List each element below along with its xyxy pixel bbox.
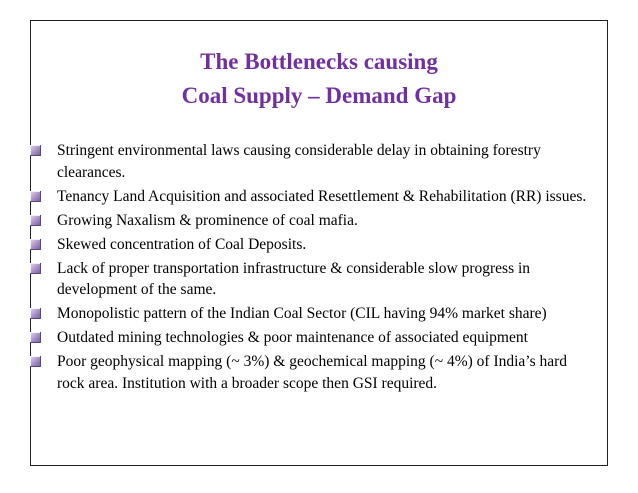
- bullet-square-icon: [30, 308, 41, 319]
- bullet-item: [30, 210, 590, 232]
- bullet-item: [30, 351, 590, 394]
- bullet-text: Monopolistic pattern of the Indian Coal Sector (CIL having 94% market share): [57, 305, 547, 322]
- bullet-text: Stringent environmental laws causing considerable delay in obtaining forestry clearances.: [57, 142, 541, 181]
- bullet-square-icon: [30, 263, 41, 274]
- bullet-text: Growing Naxalism & prominence of coal mafia.: [57, 211, 358, 229]
- title-line-1: The Bottlenecks causing: [200, 49, 438, 74]
- bullet-square-icon: [30, 332, 41, 343]
- bullet-square-icon: [30, 215, 41, 226]
- bullet-item: [30, 303, 590, 325]
- bullet-text: Skewed concentration of Coal Deposits.: [57, 235, 307, 253]
- title-line-2: Coal Supply – Demand Gap: [181, 83, 457, 108]
- bullet-text: Lack of proper transportation infrastructure & considerable slow progress in development of the same.: [57, 259, 531, 298]
- bullet-item: [30, 327, 590, 349]
- bullet-item: [30, 258, 590, 301]
- bullet-item: [30, 234, 590, 256]
- bullet-list: [30, 140, 590, 397]
- bullet-square-icon: [30, 239, 41, 250]
- bullet-square-icon: [30, 191, 41, 202]
- bullet-text: Poor geophysical mapping (~ 3%) & geochemical mapping (~ 4%) of India’s hard rock area. Institution with a broader scope then GSI required.: [57, 353, 568, 392]
- bullet-text: Outdated mining technologies & poor maintenance of associated equipment: [57, 329, 528, 346]
- bullet-item: [30, 186, 590, 208]
- bullet-text: Tenancy Land Acquisition and associated Resettlement & Rehabilitation (RR) issues.: [57, 187, 587, 205]
- bullet-item: [30, 140, 590, 183]
- bullet-square-icon: [30, 145, 41, 156]
- slide-title: [0, 45, 638, 113]
- bullet-square-icon: [30, 356, 41, 367]
